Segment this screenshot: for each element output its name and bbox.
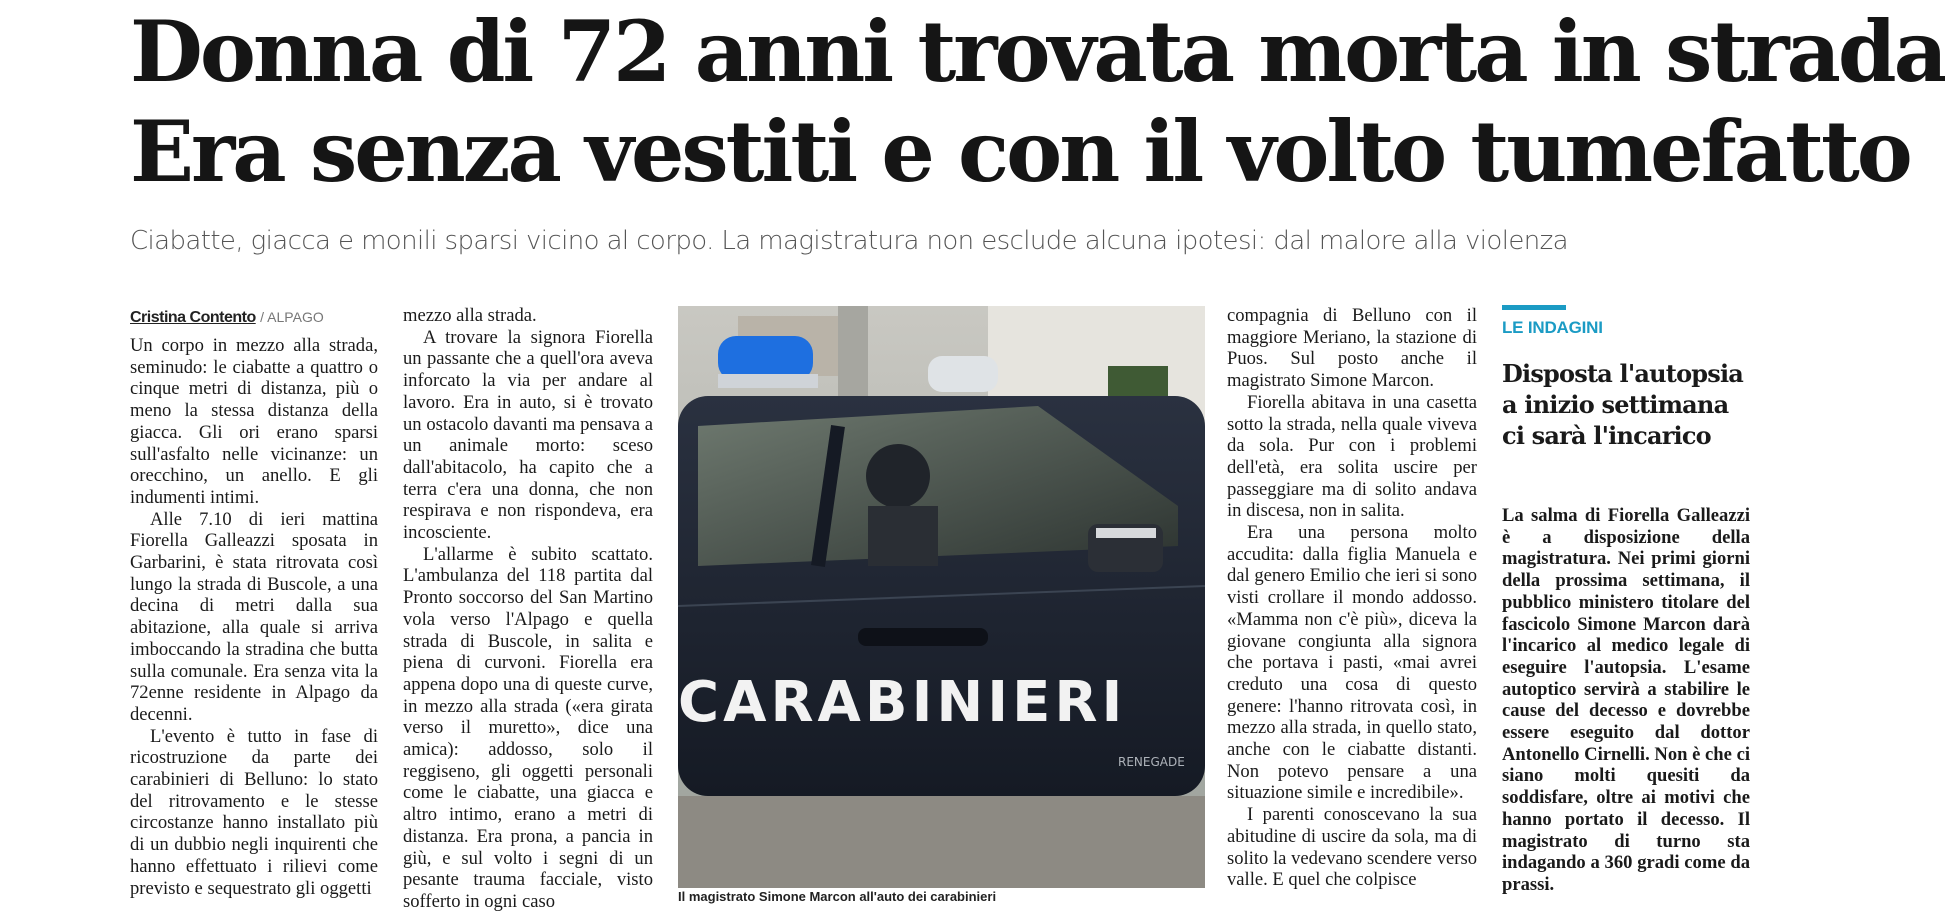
byline bbox=[130, 309, 324, 327]
sidebar-accent-rule bbox=[1502, 305, 1566, 310]
headline-line-1: Donna di 72 anni trovata morta in strada bbox=[130, 2, 1945, 101]
paragraph: A trovare la signora Fiorella un passante che a quell'ora aveva inforcato la via per andare al lavoro. Era in auto, si è trovato un ostacolo davanti ma pensava a un animale morto: sceso dall'abitacolo, ha capito che a terra c'era una donna, che non respirava e non rispondeva, era incosciente. bbox=[403, 326, 653, 544]
paragraph: mezzo alla strada. bbox=[403, 305, 537, 326]
headline-line-2: Era senza vestiti e con il volto tumefatto bbox=[130, 102, 1910, 201]
article-column-3 bbox=[1227, 305, 1477, 899]
sidebar-title: Disposta l'autopsia a inizio settimana ci sarà l'incarico bbox=[1502, 359, 1744, 450]
subtitle: Ciabatte, giacca e monili sparsi vicino al corpo. La magistratura non esclude alcuna ipotesi: dal malore alla violenza bbox=[130, 226, 1569, 256]
paragraph: Un corpo in mezzo alla strada, seminudo: le ciabatte a quattro o cinque metri di distanza, più o meno la stessa distanza della giacca. Gli ori erano sparsi sull'asfalto nelle vicinanze: un orecchino, un anello. E gli indumenti intimi. bbox=[130, 335, 378, 508]
photo-caption: Il magistrato Simone Marcon all'auto dei carabinieri bbox=[678, 889, 997, 904]
sidebar-label: LE INDAGINI bbox=[1502, 318, 1603, 337]
news-photo bbox=[678, 306, 1205, 888]
door-lettering: CARABINIERI bbox=[678, 670, 1127, 735]
sidebar-body: La salma di Fiorella Galleazzi è a disposizione della magistratura. Nei primi giorni della prossima settimana, il pubblico ministero titolare del fascicolo Simone Marcon darà l'incarico al medico legale di eseguire l'autopsia. L'esame autoptico servirà a stabilire le cause del decesso e dovrebbe essere eseguito dal dottor Antonello Cirnelli. Non è che ci siano molti quesiti da soddisfare, oltre ai motivi che hanno portato il decesso. Il magistrato di turno sta indagando a 360 gradi come da prassi. bbox=[1502, 505, 1750, 895]
paragraph: Era una persona molto accudita: dalla figlia Manuela e dal genero Emilio che ieri si sono visti crollare il mondo addosso. «Mamma non c'è più», diceva la giovane congiunta alla signora che portava i pasti, «mai avrei creduto una cosa di questo genere: l'hanno ritrovata così, in mezzo alla strada, in quello stato, anche con le ciabatte distanti. Non potevo pensare a una situazione simile e incredibile». bbox=[1227, 522, 1477, 804]
sidebar-box bbox=[1502, 305, 1752, 895]
paragraph: compagnia di Belluno con il maggiore Meriano, la stazione di Puos. Sul posto anche il magistrato Simone Marcon. bbox=[1227, 305, 1477, 392]
paragraph: I parenti conoscevano la sua abitudine di uscire da sola, ma di solito la vedevano scendere verso valle. E quel che colpisce bbox=[1227, 804, 1477, 891]
article-column-1 bbox=[130, 335, 378, 899]
article-column-2 bbox=[403, 305, 653, 912]
byline-place: / ALPAGO bbox=[260, 309, 324, 325]
vehicle-badge: RENEGADE bbox=[1118, 755, 1185, 769]
paragraph: L'evento è tutto in fase di ricostruzione da parte dei carabinieri di Belluno: lo stato del ritrovamento e le stesse circostanze hanno installato più di un dubbio negli inquirenti che hanno effettuato i rilievi come previsto e sequestrato gli oggetti bbox=[130, 725, 378, 899]
paragraph: Alle 7.10 di ieri mattina Fiorella Galleazzi sposata in Garbarini, è stata ritrovata così lungo la strada di Buscole, a una decina di metri dalla sua abitazione, alla quale si arriva imboccando la stradina che butta sulla comunale. Era senza vita la 72enne residente in Alpago da decenni. bbox=[130, 508, 378, 725]
paragraph: L'allarme è subito scattato. L'ambulanza del 118 partita dal Pronto soccorso del San Martino vola verso l'Alpago e quella strada di Buscole, in salita e piena di curvoni. Fiorella era appena dopo una di queste curve, in mezzo alla strada («era girata verso il muretto», dice una amica): addosso, solo il reggiseno, gli oggetti personali come le ciabatte, una giacca e altro intimo, erano a metri di distanza. Era prona, a pancia in giù, e sul volto i segni di un pesante trauma facciale, visto sofferto in ogni caso bbox=[403, 543, 653, 912]
paragraph: Fiorella abitava in una casetta sotto la strada, nella quale viveva da sola. Pur con i problemi dell'età, era solita uscire per passeggiare ma di solito andava in discesa, non in salita. bbox=[1227, 391, 1477, 522]
author-name: Cristina Contento bbox=[130, 309, 256, 326]
